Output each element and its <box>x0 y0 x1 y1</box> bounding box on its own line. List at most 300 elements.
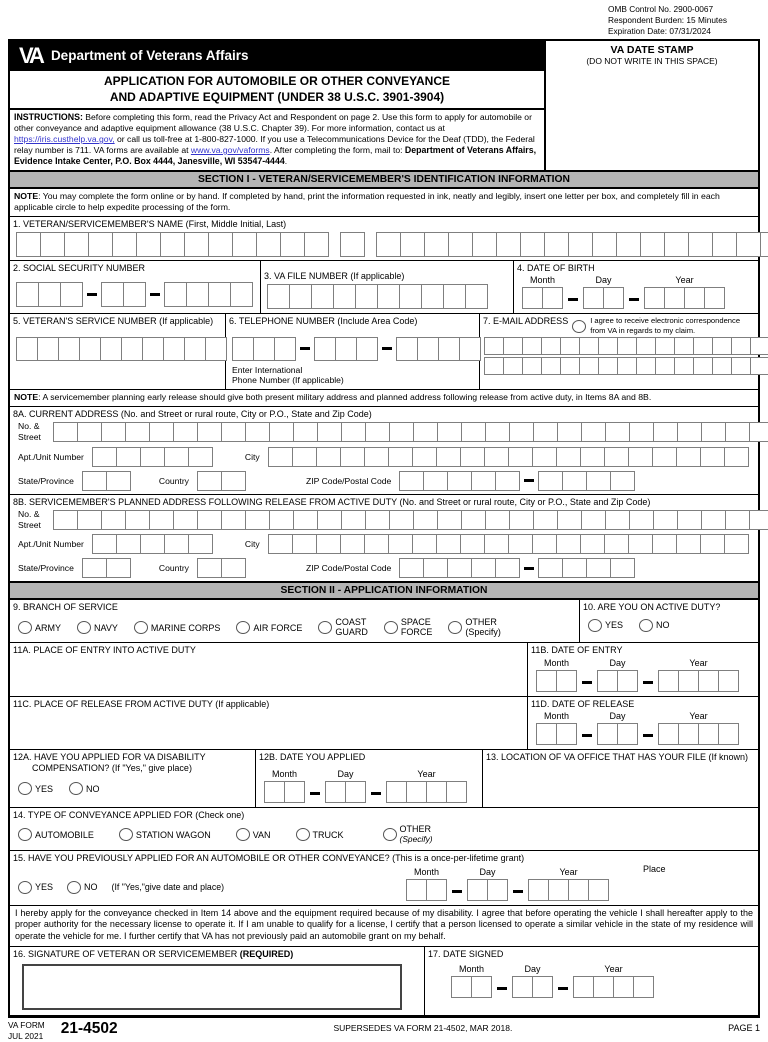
char-box[interactable] <box>92 534 117 554</box>
char-box[interactable] <box>160 232 185 257</box>
radio-army[interactable] <box>18 621 32 634</box>
char-box[interactable] <box>40 232 65 257</box>
char-box[interactable] <box>355 284 378 309</box>
middle-initial-box[interactable] <box>340 232 365 257</box>
radio-space-force[interactable] <box>384 621 398 634</box>
char-box[interactable] <box>568 232 593 257</box>
char-box[interactable] <box>676 534 701 554</box>
char-box[interactable] <box>208 232 233 257</box>
char-box[interactable] <box>316 534 341 554</box>
char-box[interactable] <box>636 337 656 355</box>
char-box[interactable] <box>461 422 486 442</box>
char-box[interactable] <box>461 510 486 530</box>
char-box[interactable] <box>718 670 739 692</box>
char-box[interactable] <box>164 282 187 307</box>
char-box[interactable] <box>698 723 719 745</box>
char-box[interactable] <box>750 337 768 355</box>
char-box[interactable] <box>484 357 504 375</box>
char-box[interactable] <box>712 337 732 355</box>
zip-boxes-8b[interactable] <box>399 558 520 578</box>
char-box[interactable] <box>698 670 719 692</box>
char-box[interactable] <box>684 287 705 309</box>
char-box[interactable] <box>437 510 462 530</box>
char-box[interactable] <box>125 422 150 442</box>
signature-box[interactable] <box>22 964 402 1010</box>
char-box[interactable] <box>221 422 246 442</box>
char-box[interactable] <box>230 282 253 307</box>
char-box[interactable] <box>77 422 102 442</box>
char-box[interactable] <box>532 534 557 554</box>
char-box[interactable] <box>484 534 509 554</box>
phone-line-boxes[interactable] <box>396 337 481 361</box>
char-box[interactable] <box>289 284 312 309</box>
char-box[interactable] <box>508 447 533 467</box>
char-box[interactable] <box>424 232 449 257</box>
char-box[interactable] <box>509 510 534 530</box>
char-box[interactable] <box>724 447 749 467</box>
char-box[interactable] <box>188 447 213 467</box>
char-box[interactable] <box>389 510 414 530</box>
previous-day-boxes[interactable] <box>467 879 508 901</box>
char-box[interactable] <box>610 471 635 491</box>
state-boxes-8a[interactable] <box>82 471 131 491</box>
char-box[interactable] <box>597 670 618 692</box>
char-box[interactable] <box>197 510 222 530</box>
char-box[interactable] <box>221 510 246 530</box>
service-number-boxes[interactable] <box>16 337 227 361</box>
char-box[interactable] <box>533 422 558 442</box>
char-box[interactable] <box>82 471 107 491</box>
char-box[interactable] <box>676 447 701 467</box>
char-box[interactable] <box>568 879 589 901</box>
char-box[interactable] <box>604 534 629 554</box>
char-box[interactable] <box>598 337 618 355</box>
char-box[interactable] <box>556 723 577 745</box>
char-box[interactable] <box>232 337 254 361</box>
char-box[interactable] <box>399 471 424 491</box>
char-box[interactable] <box>484 447 509 467</box>
radio-navy[interactable] <box>77 621 91 634</box>
char-box[interactable] <box>340 232 365 257</box>
last-name-boxes[interactable] <box>376 232 768 257</box>
char-box[interactable] <box>340 534 365 554</box>
char-box[interactable] <box>629 422 654 442</box>
va-file-number-boxes[interactable] <box>267 284 488 309</box>
char-box[interactable] <box>184 337 206 361</box>
char-box[interactable] <box>678 723 699 745</box>
char-box[interactable] <box>496 232 521 257</box>
release-day-boxes[interactable] <box>597 723 638 745</box>
char-box[interactable] <box>562 471 587 491</box>
zip-boxes-8a[interactable] <box>399 471 520 491</box>
char-box[interactable] <box>412 447 437 467</box>
char-box[interactable] <box>655 337 675 355</box>
dob-month-boxes[interactable] <box>522 287 563 309</box>
char-box[interactable] <box>205 337 227 361</box>
char-box[interactable] <box>116 534 141 554</box>
char-box[interactable] <box>725 422 750 442</box>
phone-prefix-boxes[interactable] <box>314 337 378 361</box>
char-box[interactable] <box>541 337 561 355</box>
char-box[interactable] <box>556 447 581 467</box>
char-box[interactable] <box>333 284 356 309</box>
char-box[interactable] <box>293 510 318 530</box>
char-box[interactable] <box>636 357 656 375</box>
char-box[interactable] <box>163 337 185 361</box>
char-box[interactable] <box>364 534 389 554</box>
char-box[interactable] <box>123 282 146 307</box>
char-box[interactable] <box>701 422 726 442</box>
char-box[interactable] <box>520 232 545 257</box>
char-box[interactable] <box>579 337 599 355</box>
char-box[interactable] <box>605 510 630 530</box>
char-box[interactable] <box>460 447 485 467</box>
char-box[interactable] <box>423 558 448 578</box>
char-box[interactable] <box>629 510 654 530</box>
char-box[interactable] <box>101 282 124 307</box>
char-box[interactable] <box>532 976 553 998</box>
char-box[interactable] <box>256 232 281 257</box>
char-box[interactable] <box>522 357 542 375</box>
street-boxes-8a[interactable] <box>53 422 768 442</box>
char-box[interactable] <box>314 337 336 361</box>
ssn-serial-boxes[interactable] <box>164 282 253 307</box>
char-box[interactable] <box>580 534 605 554</box>
char-box[interactable] <box>140 447 165 467</box>
char-box[interactable] <box>188 534 213 554</box>
char-box[interactable] <box>605 422 630 442</box>
radio-previous-no[interactable] <box>67 881 81 894</box>
char-box[interactable] <box>725 510 750 530</box>
signed-year-boxes[interactable] <box>573 976 654 998</box>
char-box[interactable] <box>53 510 78 530</box>
char-box[interactable] <box>451 976 472 998</box>
radio-compensation-yes[interactable] <box>18 782 32 795</box>
dob-year-boxes[interactable] <box>644 287 725 309</box>
char-box[interactable] <box>164 534 189 554</box>
char-box[interactable] <box>610 558 635 578</box>
char-box[interactable] <box>208 282 231 307</box>
char-box[interactable] <box>447 558 472 578</box>
char-box[interactable] <box>60 282 83 307</box>
char-box[interactable] <box>106 558 131 578</box>
char-box[interactable] <box>674 357 694 375</box>
dob-day-boxes[interactable] <box>583 287 624 309</box>
char-box[interactable] <box>509 422 534 442</box>
char-box[interactable] <box>750 357 768 375</box>
city-boxes-8a[interactable] <box>268 447 749 467</box>
char-box[interactable] <box>459 337 481 361</box>
char-box[interactable] <box>443 284 466 309</box>
char-box[interactable] <box>125 510 150 530</box>
char-box[interactable] <box>116 447 141 467</box>
char-box[interactable] <box>426 879 447 901</box>
char-box[interactable] <box>92 447 117 467</box>
char-box[interactable] <box>616 232 641 257</box>
char-box[interactable] <box>245 422 270 442</box>
char-box[interactable] <box>232 232 257 257</box>
char-box[interactable] <box>376 232 401 257</box>
char-box[interactable] <box>677 510 702 530</box>
signed-day-boxes[interactable] <box>512 976 553 998</box>
char-box[interactable] <box>573 976 594 998</box>
ssn-group-boxes[interactable] <box>101 282 146 307</box>
char-box[interactable] <box>388 534 413 554</box>
char-box[interactable] <box>538 471 563 491</box>
char-box[interactable] <box>438 337 460 361</box>
radio-other-conveyance[interactable] <box>383 828 397 841</box>
radio-active-duty-yes[interactable] <box>588 619 602 632</box>
char-box[interactable] <box>197 422 222 442</box>
char-box[interactable] <box>712 357 732 375</box>
char-box[interactable] <box>340 447 365 467</box>
char-box[interactable] <box>406 781 427 803</box>
char-box[interactable] <box>399 558 424 578</box>
char-box[interactable] <box>412 534 437 554</box>
char-box[interactable] <box>447 471 472 491</box>
char-box[interactable] <box>678 670 699 692</box>
radio-van[interactable] <box>236 828 250 841</box>
phone-area-boxes[interactable] <box>232 337 296 361</box>
char-box[interactable] <box>653 510 678 530</box>
char-box[interactable] <box>311 284 334 309</box>
char-box[interactable] <box>140 534 165 554</box>
char-box[interactable] <box>528 879 549 901</box>
char-box[interactable] <box>495 471 520 491</box>
radio-previous-yes[interactable] <box>18 881 32 894</box>
street-boxes-8b[interactable] <box>53 510 768 530</box>
char-box[interactable] <box>560 337 580 355</box>
char-box[interactable] <box>471 558 496 578</box>
city-boxes-8b[interactable] <box>268 534 749 554</box>
char-box[interactable] <box>267 284 290 309</box>
char-box[interactable] <box>617 670 638 692</box>
state-boxes-8b[interactable] <box>82 558 131 578</box>
char-box[interactable] <box>436 447 461 467</box>
char-box[interactable] <box>100 337 122 361</box>
char-box[interactable] <box>417 337 439 361</box>
entry-year-boxes[interactable] <box>658 670 739 692</box>
char-box[interactable] <box>693 337 713 355</box>
char-box[interactable] <box>304 232 329 257</box>
char-box[interactable] <box>484 337 504 355</box>
radio-active-duty-no[interactable] <box>639 619 653 632</box>
char-box[interactable] <box>280 232 305 257</box>
char-box[interactable] <box>164 447 189 467</box>
char-box[interactable] <box>77 510 102 530</box>
char-box[interactable] <box>400 232 425 257</box>
email-row1-boxes[interactable] <box>484 337 768 355</box>
char-box[interactable] <box>149 510 174 530</box>
char-box[interactable] <box>544 232 569 257</box>
entry-day-boxes[interactable] <box>597 670 638 692</box>
char-box[interactable] <box>341 510 366 530</box>
char-box[interactable] <box>37 337 59 361</box>
char-box[interactable] <box>588 879 609 901</box>
char-box[interactable] <box>389 422 414 442</box>
radio-truck[interactable] <box>296 828 310 841</box>
char-box[interactable] <box>580 447 605 467</box>
country-boxes-8a[interactable] <box>197 471 246 491</box>
char-box[interactable] <box>700 534 725 554</box>
char-box[interactable] <box>421 284 444 309</box>
char-box[interactable] <box>292 534 317 554</box>
char-box[interactable] <box>658 670 679 692</box>
char-box[interactable] <box>341 422 366 442</box>
email-row2-boxes[interactable] <box>484 357 768 375</box>
char-box[interactable] <box>448 232 473 257</box>
char-box[interactable] <box>472 232 497 257</box>
char-box[interactable] <box>471 471 496 491</box>
char-box[interactable] <box>503 357 523 375</box>
char-box[interactable] <box>413 510 438 530</box>
char-box[interactable] <box>16 282 39 307</box>
char-box[interactable] <box>749 422 768 442</box>
char-box[interactable] <box>364 447 389 467</box>
country-boxes-8b[interactable] <box>197 558 246 578</box>
zip4-boxes-8a[interactable] <box>538 471 635 491</box>
email-consent-radio[interactable] <box>572 320 586 333</box>
char-box[interactable] <box>652 447 677 467</box>
char-box[interactable] <box>284 781 305 803</box>
char-box[interactable] <box>377 284 400 309</box>
char-box[interactable] <box>628 534 653 554</box>
char-box[interactable] <box>437 422 462 442</box>
char-box[interactable] <box>82 558 107 578</box>
radio-station-wagon[interactable] <box>119 828 133 841</box>
char-box[interactable] <box>617 337 637 355</box>
char-box[interactable] <box>718 723 739 745</box>
char-box[interactable] <box>712 232 737 257</box>
previous-month-boxes[interactable] <box>406 879 447 901</box>
char-box[interactable] <box>604 447 629 467</box>
char-box[interactable] <box>293 422 318 442</box>
char-box[interactable] <box>603 287 624 309</box>
char-box[interactable] <box>149 422 174 442</box>
char-box[interactable] <box>436 534 461 554</box>
char-box[interactable] <box>184 232 209 257</box>
char-box[interactable] <box>598 357 618 375</box>
char-box[interactable] <box>677 422 702 442</box>
char-box[interactable] <box>586 471 611 491</box>
char-box[interactable] <box>38 282 61 307</box>
char-box[interactable] <box>704 287 725 309</box>
char-box[interactable] <box>396 337 418 361</box>
char-box[interactable] <box>760 232 768 257</box>
char-box[interactable] <box>317 422 342 442</box>
char-box[interactable] <box>399 284 422 309</box>
char-box[interactable] <box>274 337 296 361</box>
char-box[interactable] <box>495 558 520 578</box>
char-box[interactable] <box>173 510 198 530</box>
char-box[interactable] <box>548 879 569 901</box>
char-box[interactable] <box>617 357 637 375</box>
char-box[interactable] <box>365 422 390 442</box>
char-box[interactable] <box>556 670 577 692</box>
char-box[interactable] <box>701 510 726 530</box>
char-box[interactable] <box>664 287 685 309</box>
char-box[interactable] <box>644 287 665 309</box>
char-box[interactable] <box>325 781 346 803</box>
char-box[interactable] <box>653 422 678 442</box>
radio-air-force[interactable] <box>236 621 250 634</box>
radio-coast-guard[interactable] <box>318 621 332 634</box>
char-box[interactable] <box>292 447 317 467</box>
char-box[interactable] <box>245 510 270 530</box>
char-box[interactable] <box>617 723 638 745</box>
char-box[interactable] <box>426 781 447 803</box>
char-box[interactable] <box>731 337 751 355</box>
applied-day-boxes[interactable] <box>325 781 366 803</box>
char-box[interactable] <box>446 781 467 803</box>
char-box[interactable] <box>541 357 561 375</box>
char-box[interactable] <box>628 447 653 467</box>
char-box[interactable] <box>253 337 275 361</box>
char-box[interactable] <box>560 357 580 375</box>
char-box[interactable] <box>536 723 557 745</box>
char-box[interactable] <box>269 510 294 530</box>
char-box[interactable] <box>365 510 390 530</box>
char-box[interactable] <box>317 510 342 530</box>
release-month-boxes[interactable] <box>536 723 577 745</box>
char-box[interactable] <box>749 510 768 530</box>
char-box[interactable] <box>731 357 751 375</box>
signed-month-boxes[interactable] <box>451 976 492 998</box>
char-box[interactable] <box>386 781 407 803</box>
char-box[interactable] <box>579 357 599 375</box>
char-box[interactable] <box>664 232 689 257</box>
char-box[interactable] <box>460 534 485 554</box>
char-box[interactable] <box>53 422 78 442</box>
char-box[interactable] <box>592 232 617 257</box>
char-box[interactable] <box>658 723 679 745</box>
char-box[interactable] <box>736 232 761 257</box>
char-box[interactable] <box>586 558 611 578</box>
char-box[interactable] <box>471 976 492 998</box>
char-box[interactable] <box>556 534 581 554</box>
char-box[interactable] <box>688 232 713 257</box>
apt-boxes-8b[interactable] <box>92 534 213 554</box>
char-box[interactable] <box>485 422 510 442</box>
char-box[interactable] <box>536 670 557 692</box>
char-box[interactable] <box>485 510 510 530</box>
char-box[interactable] <box>136 232 161 257</box>
char-box[interactable] <box>106 471 131 491</box>
applied-month-boxes[interactable] <box>264 781 305 803</box>
char-box[interactable] <box>700 447 725 467</box>
char-box[interactable] <box>465 284 488 309</box>
char-box[interactable] <box>356 337 378 361</box>
char-box[interactable] <box>268 447 293 467</box>
char-box[interactable] <box>268 534 293 554</box>
char-box[interactable] <box>388 447 413 467</box>
char-box[interactable] <box>724 534 749 554</box>
char-box[interactable] <box>197 471 222 491</box>
char-box[interactable] <box>655 357 675 375</box>
char-box[interactable] <box>538 558 563 578</box>
radio-compensation-no[interactable] <box>69 782 83 795</box>
char-box[interactable] <box>581 510 606 530</box>
radio-automobile[interactable] <box>18 828 32 841</box>
char-box[interactable] <box>467 879 488 901</box>
char-box[interactable] <box>633 976 654 998</box>
char-box[interactable] <box>583 287 604 309</box>
ssn-area-boxes[interactable] <box>16 282 83 307</box>
char-box[interactable] <box>101 422 126 442</box>
applied-year-boxes[interactable] <box>386 781 467 803</box>
entry-month-boxes[interactable] <box>536 670 577 692</box>
char-box[interactable] <box>487 879 508 901</box>
